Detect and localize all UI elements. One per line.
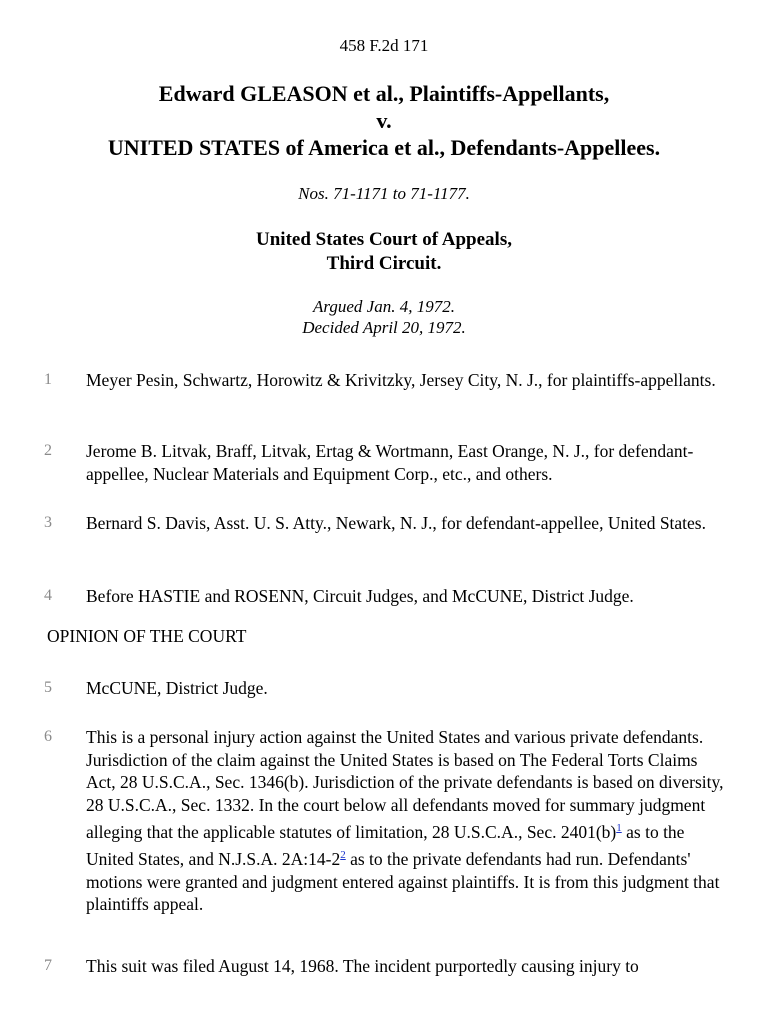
caption-plaintiffs: Edward GLEASON et al., Plaintiffs-Appellants,	[158, 81, 610, 106]
paragraph-text-part: as to the United States, and N.J.S.A. 2A:14-2	[86, 821, 685, 870]
paragraph-text: Jerome B. Litvak, Braff, Litvak, Ertag & Wortmann, East Orange, N. J., for defendant-appellee, Nuclear Materials and Equipment Corp., etc., and others.	[86, 441, 694, 484]
opinion-heading: OPINION OF THE COURT	[47, 626, 247, 646]
case-caption	[0, 80, 768, 161]
paragraph-number: 2	[44, 442, 52, 459]
docket-numbers: Nos. 71-1171 to 71-1177.	[298, 184, 470, 203]
caption-versus: v.	[376, 108, 392, 133]
paragraph-number: 7	[44, 957, 52, 974]
paragraph-number: 5	[44, 679, 52, 696]
paragraph-text: McCUNE, District Judge.	[86, 678, 268, 698]
paragraph-text-part: This is a personal injury action against the United States and various private defendants. Jurisdiction of the claim against the United States is based on The Federal Torts Claims Act, 28 U.S.C.A., Sec. 1346(b). Jurisdiction of the private defendants is based on diversity, 28 U.S.C.A., Sec. 1332. In the court below all defendants moved for summary judgment alleging that the applicable statutes of limitation, 28 U.S.C.A., Sec. 2401(b)	[86, 727, 724, 842]
case-dates	[0, 296, 768, 338]
paragraph-text: Bernard S. Davis, Asst. U. S. Atty., Newark, N. J., for defendant-appellee, United States.	[86, 513, 706, 533]
court-name	[0, 228, 768, 276]
paragraph-text-part: as to the private defendants had run. Defendants' motions were granted and judgment entered against plaintiffs. It is from this judgment that plaintiffs appeal.	[86, 849, 720, 915]
court-line-2: Third Circuit.	[326, 253, 442, 274]
paragraph-number: 1	[44, 371, 52, 388]
paragraph-text: This suit was filed August 14, 1968. The incident purportedly causing injury to	[86, 956, 639, 976]
court-line-1: United States Court of Appeals,	[256, 229, 512, 250]
paragraph-text: Before HASTIE and ROSENN, Circuit Judges, and McCUNE, District Judge.	[86, 586, 634, 606]
footnote-link-1[interactable]: 1	[616, 822, 622, 834]
citation: 458 F.2d 171	[339, 36, 429, 55]
paragraph-number: 3	[44, 514, 52, 531]
paragraph-text: Meyer Pesin, Schwartz, Horowitz & Krivitzky, Jersey City, N. J., for plaintiffs-appellants.	[86, 370, 716, 390]
paragraph-number: 4	[44, 587, 52, 604]
paragraph-number: 6	[44, 728, 52, 745]
decided-date: Decided April 20, 1972.	[302, 318, 466, 337]
argued-date: Argued Jan. 4, 1972.	[313, 297, 455, 316]
footnote-link-2[interactable]: 2	[340, 849, 346, 862]
caption-defendants: UNITED STATES of America et al., Defendants-Appellees.	[107, 135, 661, 160]
paragraph-text	[86, 726, 726, 916]
